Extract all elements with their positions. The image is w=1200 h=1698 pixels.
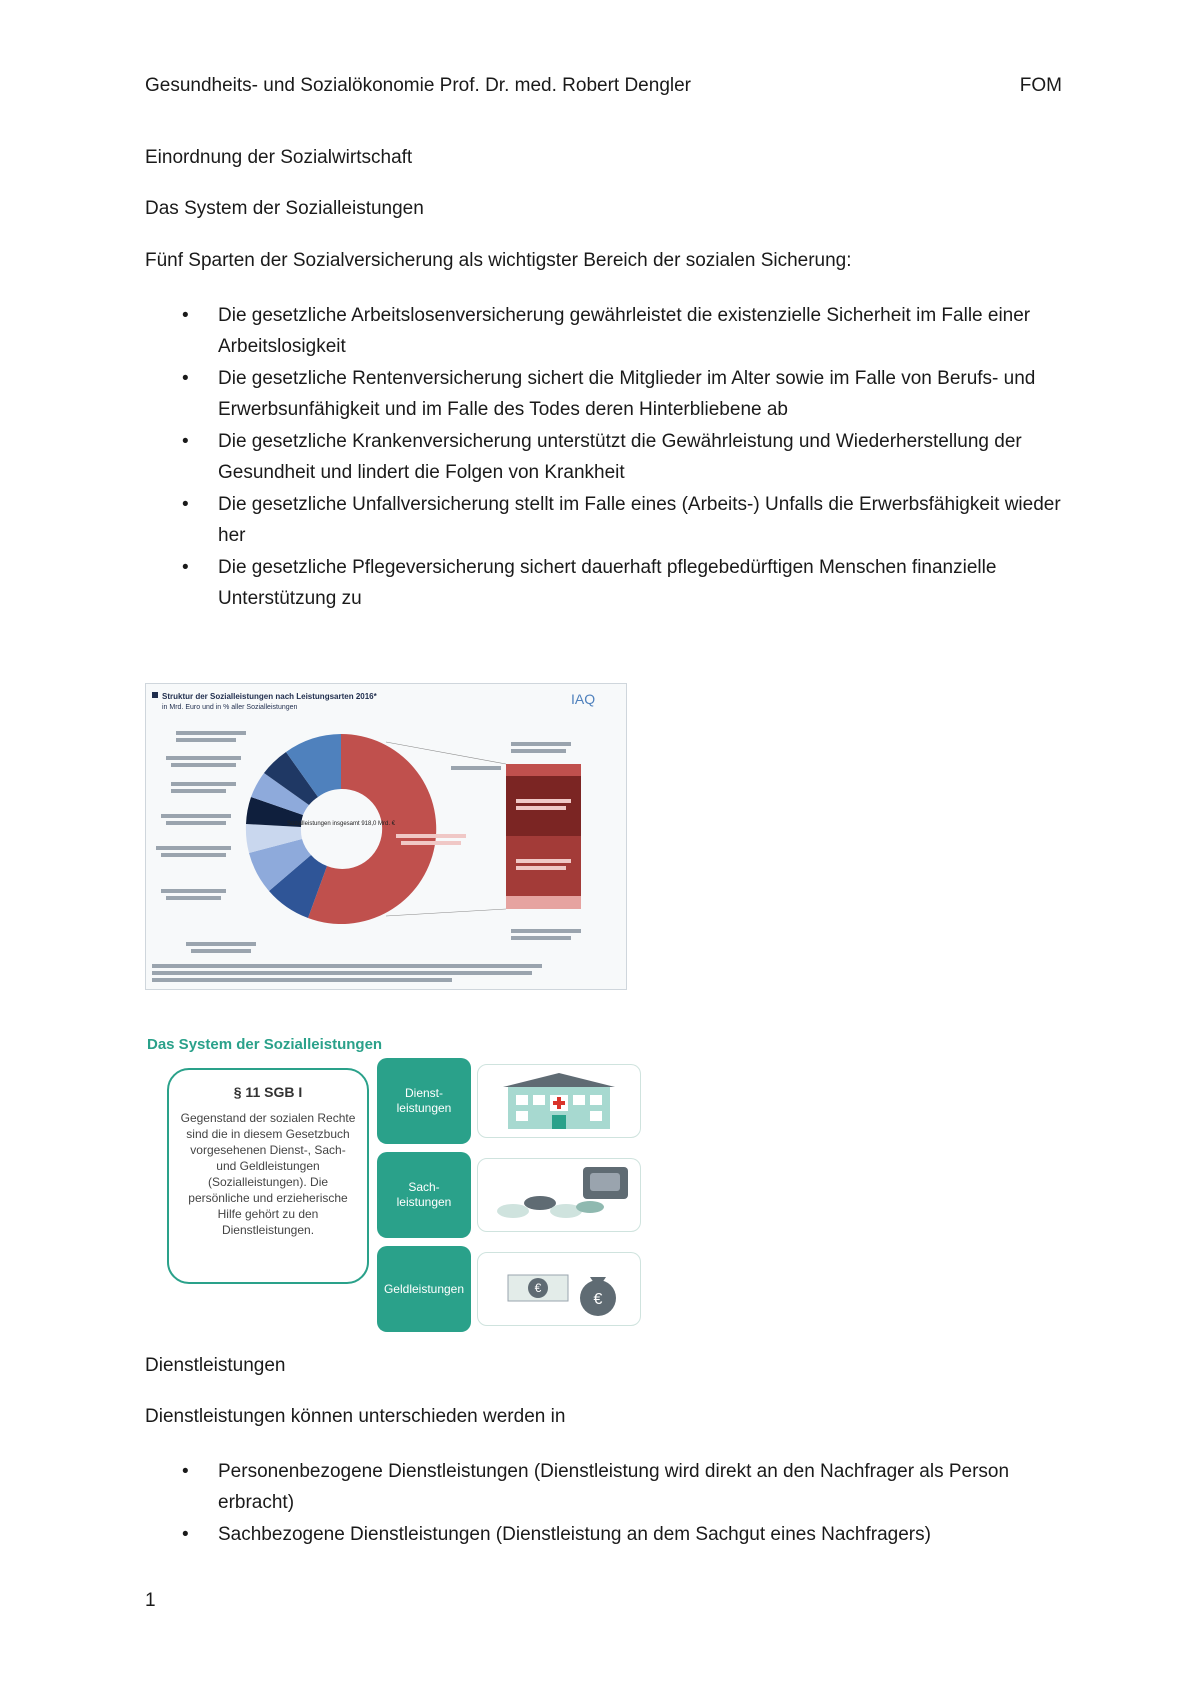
subsection-title: Das System der Sozialleistungen <box>145 198 424 219</box>
svg-text:€: € <box>593 1291 603 1308</box>
list-item: • Personenbezogene Dienstleistungen (Dienstleistung wird direkt an den Nachfrager als Person erbracht) <box>182 1461 1010 1513</box>
tile-services: Dienst- leistungen <box>377 1058 471 1144</box>
chart-subtitle: in Mrd. Euro und in % aller Sozialleistungen <box>162 704 298 711</box>
intro-text: Fünf Sparten der Sozialversicherung als wichtigster Bereich der sozialen Sicherung: <box>145 250 852 271</box>
services-list <box>145 1456 1075 1551</box>
pills-icon <box>477 1158 641 1232</box>
header-right: FOM <box>1019 75 1062 96</box>
sgb-text: Gegenstand der sozialen Rechte sind die in diesem Gesetzbuch vorgesehenen Dienst-, Sach- und Geldleistungen (Sozialleistungen). Die persönliche und erzieherische Hilfe gehört zu den Dienstleistungen. <box>180 1111 356 1237</box>
header-left: Gesundheits- und Sozialökonomie Prof. Dr. med. Robert Dengler <box>145 75 691 96</box>
tile-goods: Sach- leistungen <box>377 1152 471 1238</box>
iaq-logo: IAQ <box>571 691 596 707</box>
list-item: • Die gesetzliche Unfallversicherung stellt im Falle eines (Arbeits-) Unfalls die Erwerbsfähigkeit wieder her <box>182 494 1061 546</box>
section2-title: Dienstleistungen <box>145 1355 286 1376</box>
sgb-definition-box <box>167 1068 369 1284</box>
list-item: • Die gesetzliche Krankenversicherung unterstützt die Gewährleistung und Wiederherstellung der Gesundheit und lindert die Folgen von Krankheit <box>182 431 1022 483</box>
page-number: 1 <box>145 1590 156 1611</box>
section2-intro: Dienstleistungen können unterschieden werden in <box>145 1406 566 1427</box>
hospital-icon <box>477 1064 641 1138</box>
money-icon <box>477 1252 641 1326</box>
social-benefits-chart-image <box>145 683 627 990</box>
benefits-system-figure <box>145 1030 645 1335</box>
chart-title: Struktur der Sozialleistungen nach Leistungsarten 2016* <box>162 692 377 701</box>
donut-center-label: Sozialleistungen insgesamt 918,0 Mrd. € <box>286 821 396 827</box>
figure-title: Das System der Sozialleistungen <box>147 1036 383 1053</box>
list-item: • Die gesetzliche Rentenversicherung sichert die Mitglieder im Alter sowie im Falle von Berufs- und Erwerbsunfähigkeit und im Falle des Todes deren Hinterbliebene ab <box>182 368 1036 420</box>
list-item: • Die gesetzliche Pflegeversicherung sichert dauerhaft pflegebedürftigen Menschen finanzielle Unterstützung zu <box>182 557 997 609</box>
section-title: Einordnung der Sozialwirtschaft <box>145 147 413 168</box>
insurance-list <box>145 300 1075 615</box>
list-item: • Sachbezogene Dienstleistungen (Dienstleistung an dem Sachgut eines Nachfragers) <box>182 1524 931 1545</box>
svg-text:€: € <box>534 1281 542 1295</box>
sgb-heading: § 11 SGB I <box>233 1084 303 1100</box>
tile-cash: Geldleistungen <box>377 1246 471 1332</box>
list-item: • Die gesetzliche Arbeitslosenversicherung gewährleistet die existenzielle Sicherheit im Falle einer Arbeitslosigkeit <box>182 305 1031 357</box>
